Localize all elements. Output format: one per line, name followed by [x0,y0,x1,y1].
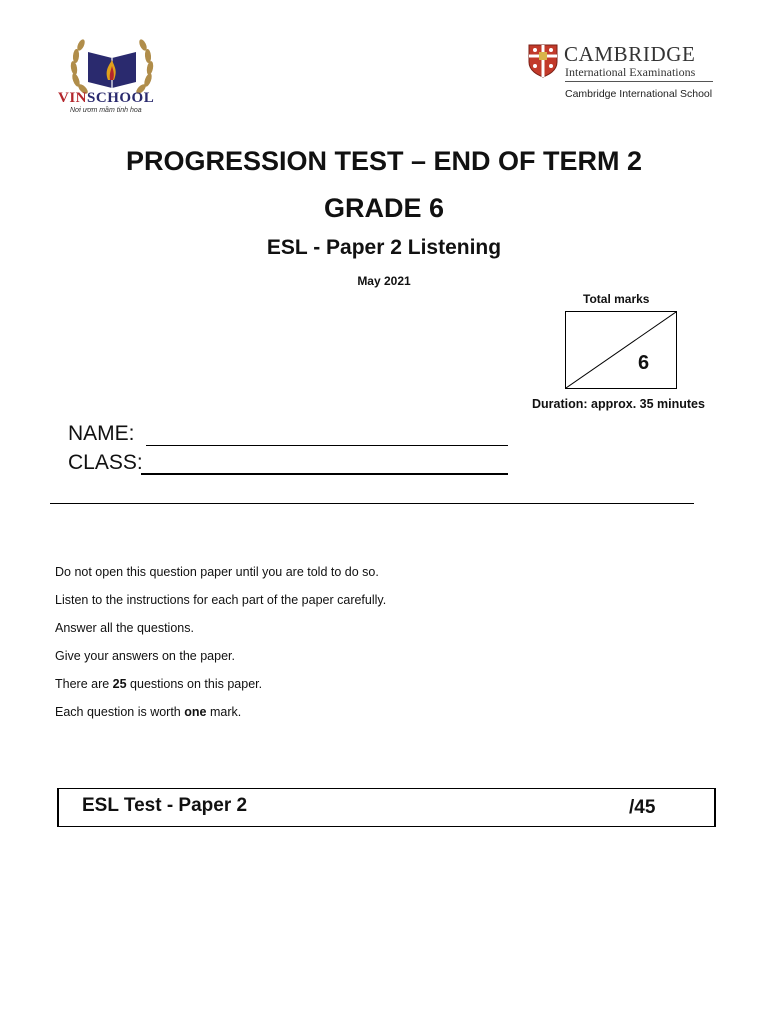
instruction-line: Answer all the questions. [55,621,194,635]
vinschool-name [58,90,154,107]
score-box [57,788,716,827]
vinschool-name-primary: VIN [58,90,88,106]
class-field-line[interactable] [141,473,508,475]
name-label: NAME: [68,422,135,445]
cambridge-title: CAMBRIDGE [564,42,696,66]
vinschool-slogan: Nơi ươm mầm tinh hoa [70,107,142,114]
total-marks-label: Total marks [583,292,650,306]
paper-heading: ESL - Paper 2 Listening [266,236,502,259]
score-box-label: ESL Test - Paper 2 [82,795,248,816]
vinschool-name-secondary: SCHOOL [87,90,155,106]
page-title: PROGRESSION TEST – END OF TERM 2 [125,146,643,176]
total-marks-box [565,311,677,389]
exam-date: May 2021 [357,274,411,288]
name-field-line[interactable] [146,445,508,446]
instruction-line: Do not open this question paper until you are told to do so. [55,565,379,579]
cambridge-school-name: Cambridge International School [565,88,713,100]
instruction-line: There are 25 questions on this paper. [55,677,263,691]
class-label: CLASS: [68,451,143,474]
instruction-line: Give your answers on the paper. [55,649,235,663]
cambridge-shield-icon [528,44,558,78]
total-marks-value: 6 [638,352,650,374]
grade-heading: GRADE 6 [323,193,445,223]
mark-per-question: one [184,705,207,719]
section-divider [50,503,694,504]
instruction-line: Each question is worth one mark. [55,705,242,719]
duration-text: Duration: approx. 35 minutes [532,397,705,411]
cambridge-divider [565,81,713,82]
question-count: 25 [112,677,127,691]
instruction-line: Listen to the instructions for each part of the paper carefully. [55,593,387,607]
marks-diagonal-line [566,312,676,388]
score-box-total: /45 [629,797,656,818]
cambridge-subtitle: International Examinations [565,65,696,79]
